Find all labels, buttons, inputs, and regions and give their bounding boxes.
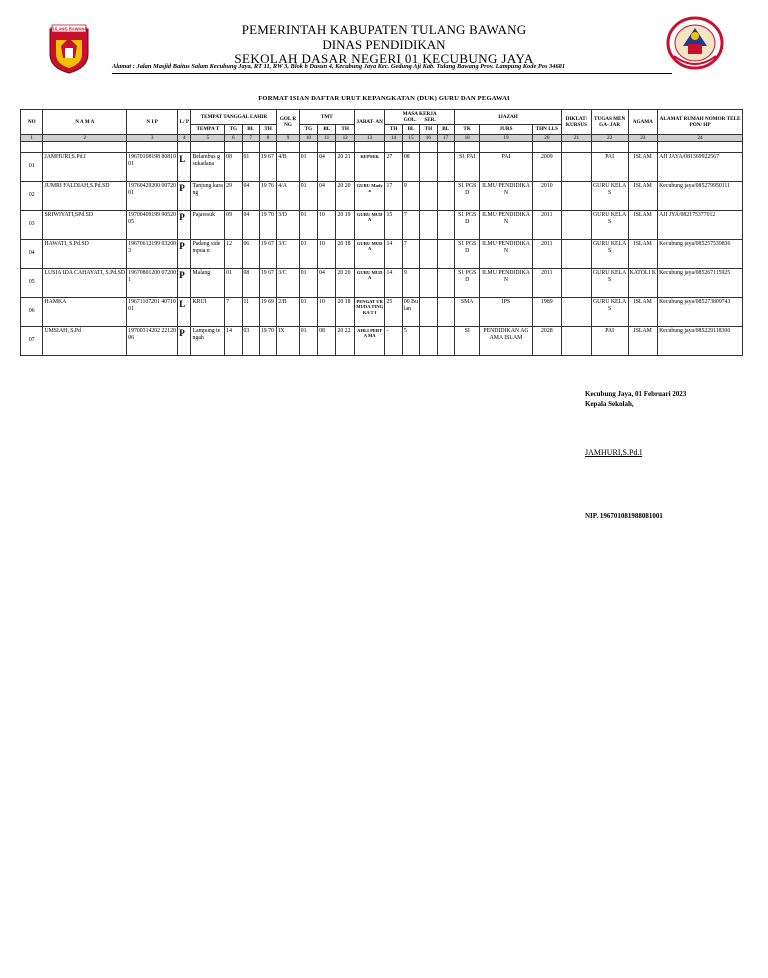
cell-jurs: ILMU PENDIDIKA N [480,210,532,239]
column-number: 18 [454,134,480,141]
header-tmt-bl: BL [318,125,336,134]
header-masa-ser-th: TH [420,125,437,134]
spacer-cell [437,141,454,152]
cell-agama: ISLAM [628,297,658,326]
cell-tugas: PAI [591,326,628,355]
column-number: 1 [21,134,43,141]
cell-gol: 4/A [277,181,299,210]
cell-diklat [562,326,592,355]
cell-tmt-tg: 01 [299,152,317,181]
cell-no: 03 [21,210,43,239]
cell-no: 02 [21,181,43,210]
cell-lp: L [178,152,191,181]
cell-alamat: Kecubung jaya/085229118300 [658,326,743,355]
cell-tmt-tg: 01 [299,210,317,239]
column-number: 17 [437,134,454,141]
header-ijazah: IJAZAH [454,110,561,125]
cell-tk: S1 PGS D [454,239,480,268]
cell-tmt-th: 20 18 [336,239,354,268]
cell-agama: ISLAM [628,181,658,210]
cell-diklat [562,152,592,181]
cell-jabatan: GURU MUDA [354,210,385,239]
cell-masa-bl: 7 [402,239,419,268]
spacer-cell [259,141,276,152]
spacer-cell [562,141,592,152]
spacer-cell [385,141,402,152]
column-number: 13 [354,134,385,141]
cell-jurs: ILMU PENDIDIKA N [480,239,532,268]
regency-logo [47,24,91,74]
cell-ser-bl [437,181,454,210]
cell-tg: 29 [225,181,242,210]
cell-masa-bl: 08 [402,152,419,181]
header-th: TH [259,125,276,134]
column-number: 11 [318,134,336,141]
cell-tmt-bl: 08 [318,326,336,355]
header-jabatan: JABAT- AN [354,110,385,135]
spacer-cell [127,141,178,152]
spacer-cell [318,141,336,152]
cell-tmt-bl: 10 [318,210,336,239]
header-no: NO [21,110,43,135]
cell-lp: P [178,268,191,297]
column-number: 3 [127,134,178,141]
cell-bl: 01 [242,152,259,181]
cell-jabatan: AHLI PERTA MA [354,326,385,355]
header-tk: TK [454,125,480,134]
cell-nama: HAWATI, S.Pd.SD [43,239,127,268]
cell-tugas: GURU KELAS [591,297,628,326]
cell-thn: 2009 [532,152,562,181]
header-jurs: JURS [480,125,532,134]
cell-tugas: GURU KELAS [591,239,628,268]
cell-tk: S1 PGS D [454,210,480,239]
table-row [21,326,743,355]
signature-nip: NIP. 196701081988081001 [585,512,663,520]
spacer-cell [354,141,385,152]
cell-ser-th [420,210,437,239]
spacer-cell [420,141,437,152]
header-nip: N I P [127,110,178,135]
cell-ser-bl [437,239,454,268]
header-masa-gol-bl: BL [402,125,419,134]
cell-nip: 19700409199 9052005 [127,210,178,239]
cell-jabatan: GURU MUDA [354,268,385,297]
cell-thn: 2011 [532,239,562,268]
cell-masa-bl: 9 [402,268,419,297]
cell-agama: ISLAM [628,152,658,181]
column-number: 8 [259,134,276,141]
cell-ser-th [420,268,437,297]
spacer-cell [43,141,127,152]
column-number: 7 [242,134,259,141]
cell-lp: P [178,210,191,239]
cell-tmt-th: 20 19 [336,210,354,239]
school-address: Alamat : Jalan Masjid Baitus Salam Kecubung Jaya, RT 11, RW 3, Blok b Dusun 4, Kecubung Jaya Kec. Gedung Aji Kab. Tulang Bawang Prov. Lampung Kode Pos 34681 [112,63,566,70]
column-number: 10 [299,134,317,141]
cell-thn: 2011 [532,210,562,239]
cell-tmt-th: 20 22 [336,326,354,355]
cell-masa-th: - [385,326,402,355]
logo-text: TULANG BAWANG [50,26,88,32]
masa-ser-label: SER. [424,117,436,124]
table-row [21,210,743,239]
cell-tempat: Pajaresuk [191,210,225,239]
cell-nama: JUMRI FALDIAH,S.Pd.SD [43,181,127,210]
cell-tugas: GURU KELAS [591,181,628,210]
header-masa-ser-bl: BL [437,125,454,134]
column-number: 15 [402,134,419,141]
cell-masa-bl: 00 Bu lan [402,297,419,326]
column-number-row [21,134,743,141]
masa-gol-label: GOL. [403,117,417,124]
cell-tempat: Malang [191,268,225,297]
column-number: 6 [225,134,242,141]
cell-masa-th: 15 [385,210,402,239]
department-heading: DINAS PENDIDIKAN [322,37,446,52]
spacer-cell [191,141,225,152]
cell-nama: UMSIAH, S.Pd [43,326,127,355]
spacer-cell [591,141,628,152]
spacer-cell [242,141,259,152]
cell-no: 05 [21,268,43,297]
government-heading: PEMERINTAH KABUPATEN TULANG BAWANG [241,22,527,37]
cell-diklat [562,210,592,239]
cell-th: 19 67 [259,268,276,297]
cell-thn: 2010 [532,181,562,210]
spacer-row [21,141,743,152]
header-diklat: DIKLAT/ KURSUS [562,110,592,135]
column-number: 2 [43,134,127,141]
cell-nip: 19760429200 0072001 [127,181,178,210]
cell-lp: P [178,239,191,268]
cell-gol: 3/C [277,268,299,297]
cell-masa-th: 14 [385,268,402,297]
cell-gol: 3/C [277,239,299,268]
cell-tk: SI [454,326,480,355]
column-number: 16 [420,134,437,141]
cell-agama: ISLAM [628,210,658,239]
cell-th: 19 69 [259,297,276,326]
cell-tmt-th: 20 18 [336,297,354,326]
cell-tempat: Padang sidempua n [191,239,225,268]
cell-no: 06 [21,297,43,326]
cell-lp: P [178,181,191,210]
header-agama: AGAMA [628,110,658,135]
cell-jurs: ILMU PENDIDIKA N [480,181,532,210]
cell-jabatan: PENGAT UR MUDA TINGKA T I [354,297,385,326]
spacer-cell [277,141,299,152]
cell-th: 19 67 [259,152,276,181]
cell-tg: 09 [225,210,242,239]
header-tugas: TUGAS MENGA- JAR [591,110,628,135]
cell-alamat: Kecubung jaya/085267115925 [658,268,743,297]
cell-masa-th: 27 [385,152,402,181]
cell-thn: 2028 [532,326,562,355]
spacer-cell [225,141,242,152]
cell-ser-bl [437,326,454,355]
column-number: 20 [532,134,562,141]
table-row [21,181,743,210]
header-tmt: TMT [299,110,354,125]
cell-alamat: Kecubung jaya/085257539836 [658,239,743,268]
cell-agama: ISLAM [628,239,658,268]
cell-nip: 19670801200 072001 [127,268,178,297]
header-bl: BL [242,125,259,134]
cell-agama: KATOLI K [628,268,658,297]
cell-jurs: ILMU PENDIDIKA N [480,268,532,297]
table-row [21,239,743,268]
cell-jabatan: KEPSEK [354,152,385,181]
cell-nama: JAMHURI,S.Pd.I [43,152,127,181]
cell-gol: 2/B [277,297,299,326]
cell-tk: S1 PAI [454,152,480,181]
cell-nama: SRIWIYATI,SPd.SD [43,210,127,239]
column-number: 22 [591,134,628,141]
cell-nama: LUSIA IDA CAHAYATI, S.Pd.SD [43,268,127,297]
signature-place-date: Kecubung Jaya, 01 Februari 2023 [585,390,687,398]
cell-ser-th [420,181,437,210]
header-lp: L/ P [178,110,191,135]
signature-name: JAMHURI,S.Pd.I [585,448,643,457]
cell-jabatan: GURU Madya [354,181,385,210]
cell-tugas: PAI [591,152,628,181]
cell-alamat: AJI JYA/082175377012 [658,210,743,239]
header-tempat: TEMPA T [191,125,225,134]
cell-nip: 19670612199 032003 [127,239,178,268]
spacer-cell [454,141,480,152]
header-divider [112,73,672,74]
header-thn: THN LLS [532,125,562,134]
cell-masa-th: 25 [385,297,402,326]
cell-th: 19 67 [259,239,276,268]
column-number: 14 [385,134,402,141]
column-number: 5 [191,134,225,141]
spacer-cell [336,141,354,152]
header-tmt-tg: TG [299,125,317,134]
cell-jurs: PENDIDIKAN AGAMA ISLAM [480,326,532,355]
cell-lp: P [178,326,191,355]
header-tmt-th: TH [336,125,354,134]
cell-ser-th [420,239,437,268]
cell-tempat: KRUI [191,297,225,326]
cell-tmt-bl: 04 [318,268,336,297]
column-number: 4 [178,134,191,141]
cell-bl: 04 [242,181,259,210]
spacer-cell [21,141,43,152]
cell-tmt-bl: 04 [318,181,336,210]
cell-jurs: IPS [480,297,532,326]
spacer-cell [658,141,743,152]
cell-tg: 12 [225,239,242,268]
cell-tmt-th: 20 20 [336,268,354,297]
cell-agama: ISLAM [628,326,658,355]
cell-bl: 11 [242,297,259,326]
signature-role: Kepala Sekolah, [585,400,634,408]
cell-th: 19 70 [259,326,276,355]
cell-ser-th [420,152,437,181]
cell-alamat: AJI JAYA/081369922567 [658,152,743,181]
cell-no: 01 [21,152,43,181]
cell-masa-bl: 9 [402,181,419,210]
spacer-cell [299,141,317,152]
masa-kerja-label: MASA KERJA [402,111,437,117]
column-number: 24 [658,134,743,141]
table-row [21,268,743,297]
cell-tmt-bl: 10 [318,297,336,326]
cell-nip: 19670108198 8081001 [127,152,178,181]
header-nama: N A M A [43,110,127,135]
cell-tmt-tg: 01 [299,239,317,268]
school-logo [666,16,724,70]
cell-tugas: GURU KELAS [591,210,628,239]
header-ttl: TEMPAT TANGGAL LAHIR [191,110,277,125]
cell-nip: 19700314202 2212006 [127,326,178,355]
cell-tk: SMA [454,297,480,326]
cell-tmt-bl: 04 [318,152,336,181]
cell-ser-bl [437,297,454,326]
cell-tmt-tg: 01 [299,326,317,355]
cell-th: 19 76 [259,181,276,210]
cell-diklat [562,297,592,326]
cell-nama: HAMKA [43,297,127,326]
cell-tmt-bl: 10 [318,239,336,268]
cell-ser-bl [437,210,454,239]
cell-jurs: PAI [480,152,532,181]
cell-masa-bl: 7 [402,210,419,239]
cell-tg: 08 [225,152,242,181]
school-heading: SEKOLAH DASAR NEGERI 01 KECUBUNG JAYA [234,51,534,66]
cell-diklat [562,181,592,210]
header-gol: GOL RNG [277,110,299,135]
cell-tmt-tg: 01 [299,181,317,210]
cell-masa-th: 17 [385,181,402,210]
header-alamat: ALAMAT RUMAH NOMOR TELEPON/ HP [658,110,743,135]
column-number: 23 [628,134,658,141]
cell-tempat: Belambus g sukadana [191,152,225,181]
cell-gol: IX [277,326,299,355]
cell-ser-bl [437,152,454,181]
cell-alamat: Kecubung jaya/085279950111 [658,181,743,210]
cell-tk: S1 PGS D [454,268,480,297]
cell-tempat: Tanjung karang [191,181,225,210]
column-number: 12 [336,134,354,141]
cell-diklat [562,268,592,297]
spacer-cell [628,141,658,152]
cell-th: 19 70 [259,210,276,239]
cell-thn: 1989 [532,297,562,326]
spacer-cell [402,141,419,152]
cell-tg: 01 [225,268,242,297]
header-masa-kerja [385,110,454,125]
column-number: 19 [480,134,532,141]
cell-nip: 19671107201 4071001 [127,297,178,326]
cell-masa-bl: 5 [402,326,419,355]
cell-tugas: GURU KELAS [591,268,628,297]
column-number: 9 [277,134,299,141]
cell-bl: 04 [242,210,259,239]
cell-alamat: Kecubung jaya/085273809743 [658,297,743,326]
cell-tmt-tg: 01 [299,268,317,297]
spacer-cell [480,141,532,152]
cell-ser-th [420,297,437,326]
spacer-cell [532,141,562,152]
spacer-cell [178,141,191,152]
cell-bl: 03 [242,326,259,355]
cell-no: 07 [21,326,43,355]
cell-tempat: Lampung tengah [191,326,225,355]
header-tg: TG [225,125,242,134]
cell-tmt-th: 20 21 [336,152,354,181]
cell-tk: S1 PGS D [454,181,480,210]
cell-ser-th [420,326,437,355]
cell-gol: 4/B [277,152,299,181]
cell-masa-th: 14 [385,239,402,268]
cell-thn: 2011 [532,268,562,297]
cell-ser-bl [437,268,454,297]
table-header-row [21,110,743,125]
table-row [21,297,743,326]
cell-jabatan: GURU MUDA [354,239,385,268]
cell-tmt-th: 20 20 [336,181,354,210]
cell-bl: 08 [242,268,259,297]
cell-diklat [562,239,592,268]
cell-tg: 7 [225,297,242,326]
cell-no: 04 [21,239,43,268]
cell-bl: 06 [242,239,259,268]
table-row [21,152,743,181]
header-masa-gol-th: TH [385,125,402,134]
cell-tg: 14 [225,326,242,355]
cell-gol: 3/D [277,210,299,239]
cell-lp: L [178,297,191,326]
column-number: 21 [562,134,592,141]
form-title: FORMAT ISIAN DAFTAR URUT KEPANGKATAN (DUK) GURU DAN PEGAWAI [258,95,510,102]
duk-table [20,109,743,356]
cell-tmt-tg: 01 [299,297,317,326]
